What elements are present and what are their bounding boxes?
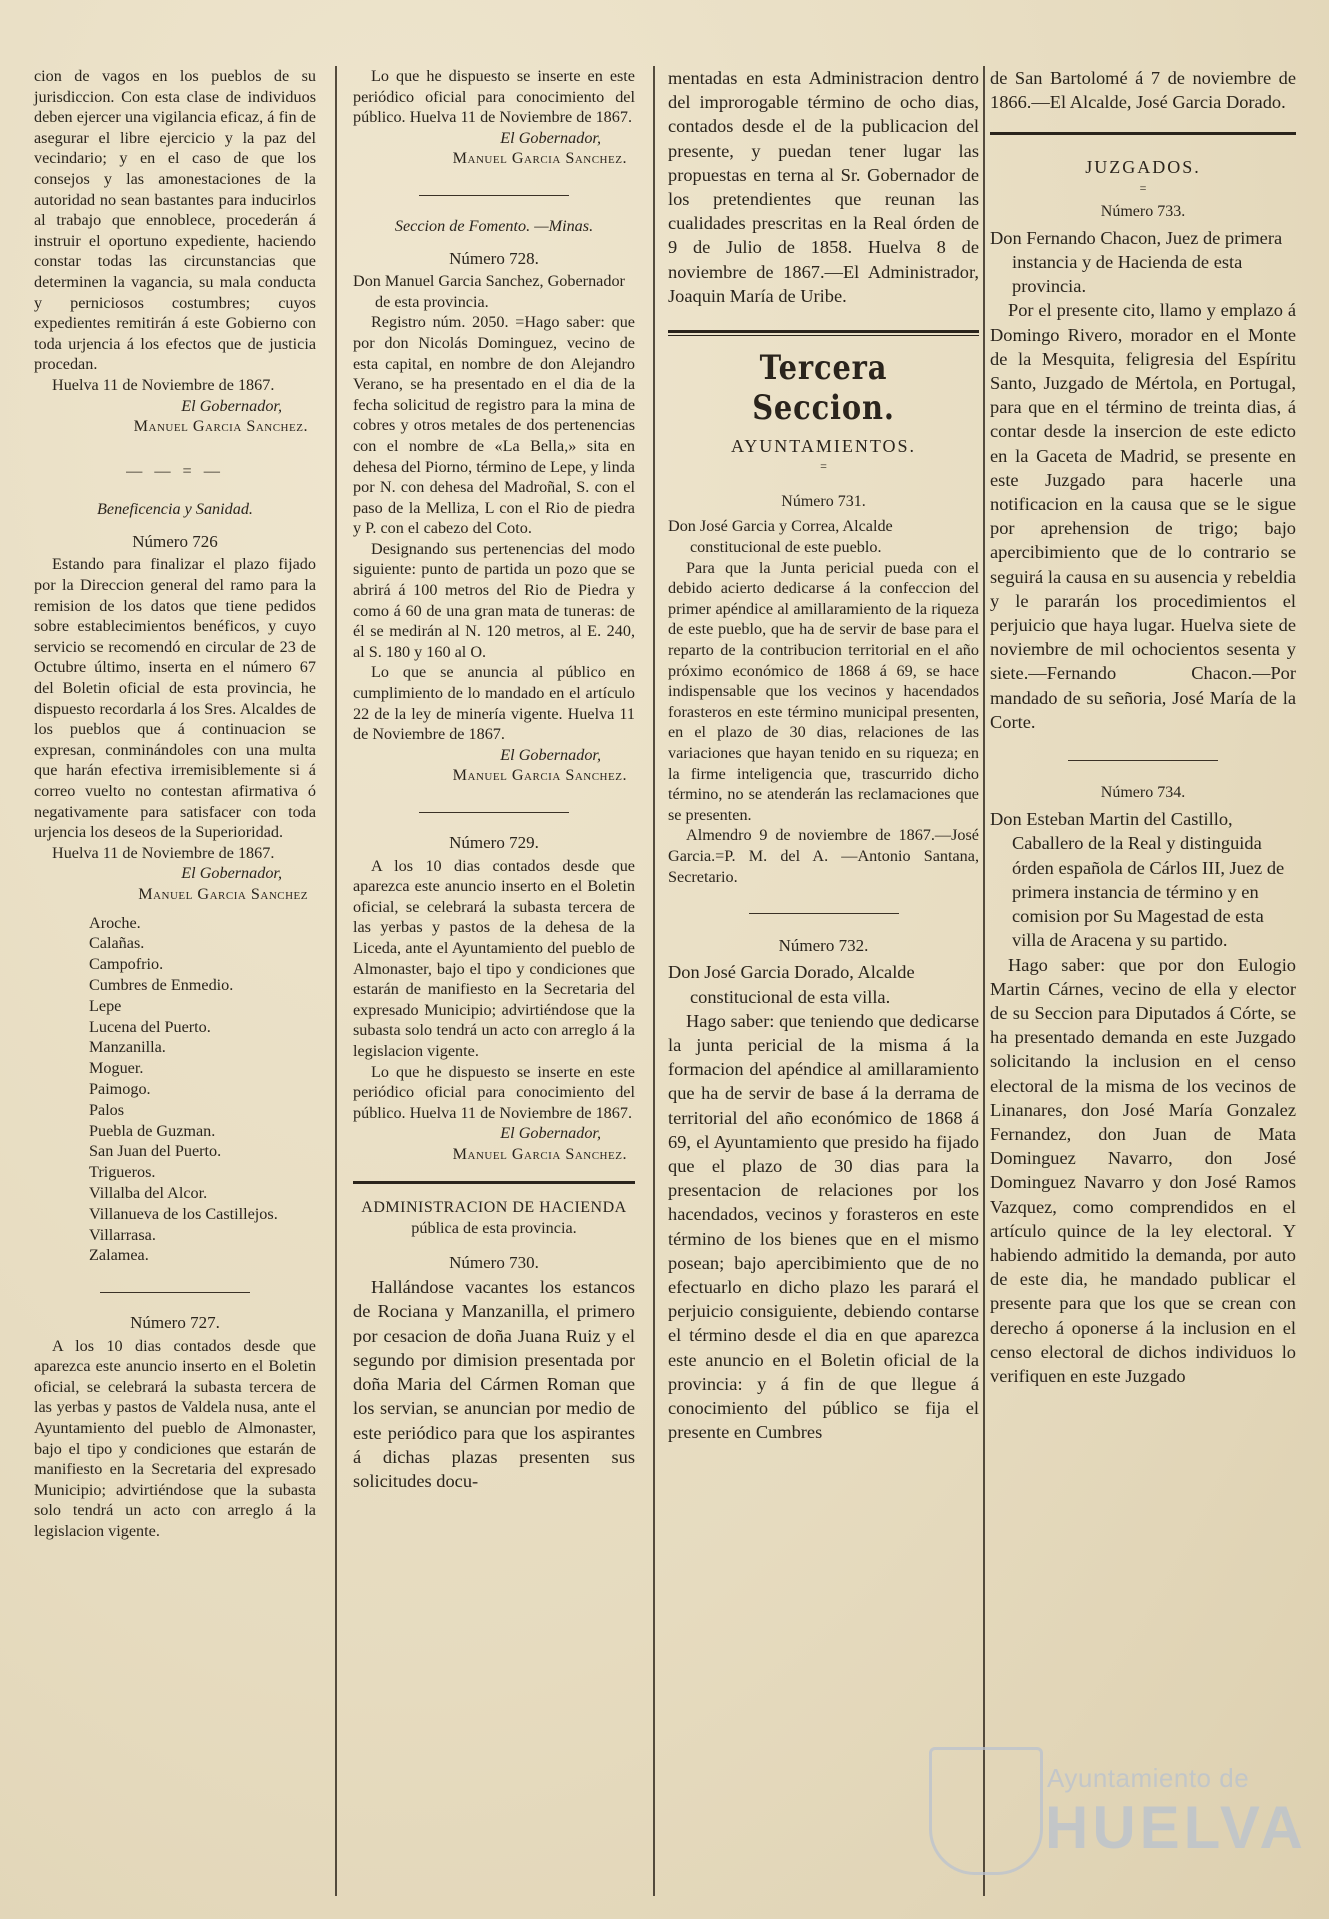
notice-paragraph: Lo que he dispuesto se inserte en este periódico oficial para conocimiento del público. Huelva 11 de Noviembre de 1867. xyxy=(353,67,635,127)
separator-line xyxy=(419,812,569,813)
signature-title: El Gobernador, xyxy=(500,745,601,764)
town-item: Paimogo. xyxy=(89,1079,151,1098)
town-item: Campofrio. xyxy=(89,955,164,974)
separator-line xyxy=(419,195,569,196)
signature-name: Manuel Garcia Sanchez. xyxy=(452,766,627,785)
town-item: Zalamea. xyxy=(89,1246,149,1265)
notice-paragraph: Registro núm. 2050. =Hago saber: que por don Nicolás Dominguez, vecino de esta capital, en nombre de don Alejandro Verano, se ha presentado en el dia de la fecha solicitud de registro para la mina de cobres y otros metales de dos pertenencias con el nombre de «La Bella,» sita en dehesa del Piorno, término de Lepe, y linda por N. con dehesa del Madroñal, S. con el paso de la Melliza, L con el Rio de piedra y P. con el cabezo del Coto. xyxy=(353,313,635,538)
notice-number: Número 728. xyxy=(449,248,539,268)
watermark-line-2: HUELVA xyxy=(1045,1794,1307,1861)
notice-heading: Don Fernando Chacon, Juez de primera instancia y de Hacienda de esta provincia. xyxy=(990,227,1283,297)
notice-paragraph: A los 10 dias contados desde que aparezca este anuncio inserto en el Boletin oficial, se celebrará la subasta tercera de las yerbas y pastos de Valdela nusa, ante el Ayuntamiento del pueblo de Almonaster, bajo el tipo y condiciones que estarán de manifiesto en la Secretaria del expresado Municipio; advirtiéndose que la subasta solo tendrá un acto con arreglo á la legislacion vigente. xyxy=(34,1336,316,1541)
notice-heading: Don Esteban Martin del Castillo, Caballero de la Real y distinguida órden española de Cárlos III, Juez de primera instancia de término y en comision por Su Magestad de esta villa de Aracena y su partido. xyxy=(990,809,1285,951)
notice-paragraph: Lo que he dispuesto se inserte en este periódico oficial para conocimiento del público. Huelva 11 de Noviembre de 1867. xyxy=(353,1062,635,1122)
town-item: Aroche. xyxy=(89,913,141,932)
section-heading: Beneficencia y Sanidad. xyxy=(97,500,253,519)
column-4 xyxy=(990,66,1296,1388)
signature-title: El Gobernador, xyxy=(181,396,282,415)
town-item: Puebla de Guzman. xyxy=(89,1121,216,1140)
column-rule xyxy=(335,66,337,1896)
town-item: Palos xyxy=(89,1100,125,1119)
town-item: Cumbres de Enmedio. xyxy=(89,975,234,994)
signature-name: Manuel Garcia Sanchez xyxy=(138,884,308,903)
town-item: Villalba del Alcor. xyxy=(89,1183,208,1202)
section-title: Tercera Seccion. xyxy=(752,348,895,429)
column-3 xyxy=(668,66,979,1444)
notice-number: Número 734. xyxy=(1100,784,1186,802)
signature-title: El Gobernador, xyxy=(181,864,282,883)
watermark-line-1: Ayuntamiento de xyxy=(1047,1763,1250,1793)
notice-heading: Don José Garcia Dorado, Alcalde constitucional de esta villa. xyxy=(668,962,915,1007)
notice-heading: Don José Garcia y Correa, Alcalde constitucional de este pueblo. xyxy=(668,517,893,557)
date-line: Almendro 9 de noviembre de 1867.—José Garcia.=P. M. del A. —Antonio Santana, Secretario. xyxy=(668,826,979,886)
signature-name: Manuel Garcia Sanchez. xyxy=(133,417,308,436)
notice-number: Número 726 xyxy=(132,531,218,551)
town-item: Lepe xyxy=(89,996,122,1015)
notice-paragraph: Para que la Junta pericial pueda con el debido acierto dedicarse á la confeccion del primer apéndice al amillaramiento de la riqueza de este pueblo, que ha de servir de base para el reparto de la contribucion territorial en el año próximo económico de 1868 á 69, se hace indispensable que los vecinos y hacendados forasteros en este término municipal presenten, en el plazo de 30 dias, relaciones de las variaciones que hayan tenido en su riqueza; en la firme inteligencia que, trascurrido dicho término, no se atenderán las reclamaciones que se presenten. xyxy=(668,558,979,824)
town-item: Calañas. xyxy=(89,934,145,953)
notice-paragraph: Hallándose vacantes los estancos de Rociana y Manzanilla, el primero por cesacion de doña Juana Ruiz y el segundo por dimision presentada por doña Maria del Cármen Roman que los servian, se anuncian por medio de este periódico para que los aspirantes á dichas plazas presenten sus solicitudes docu- xyxy=(353,1277,635,1491)
separator-line xyxy=(749,913,899,914)
town-item: Trigueros. xyxy=(89,1163,156,1182)
column-rule xyxy=(653,66,655,1896)
town-item: Villanueva de los Castillejos. xyxy=(89,1204,278,1223)
town-item: Lucena del Puerto. xyxy=(89,1017,211,1036)
notice-paragraph: mentadas en esta Administracion dentro del improrogable término de ocho dias, contados desde el de la publicacion del presente, y puedan tener lugar las propuestas en terna al Sr. Gobernador de los pretendientes que reunan las cualidades prescritas en la Real órden de 9 de Julio de 1858. Huelva 8 de noviembre de 1867.—El Administrador, Joaquin María de Uribe. xyxy=(668,68,979,306)
signature-name: Manuel Garcia Sanchez. xyxy=(452,149,627,168)
city-shield-icon xyxy=(929,1747,1043,1875)
signature-title: El Gobernador, xyxy=(500,1124,601,1143)
notice-paragraph: Por el presente cito, llamo y emplazo á Domingo Rivero, morador en el Monte de la Mesquita, feligresia del Espíritu Santo, Juzgado de Mértola, en Portugal, para que en el término de treinta dias, á contar desde la insercion de este edicto en la Gaceta de Madrid, se presente en este Juzgado para hacerle una notificacion en la causa que se le sigue por aprehension de trigo; bajo apercibimiento que de lo contrario se seguirá la causa en su ausencia y rebeldia y le pararán los procedimientos el perjuicio que haya lugar. Huelva siete de noviembre de mil ochocientos sesenta y siete.—Fernando Chacon.—Por mandado de su señoria, José María de la Corte. xyxy=(990,300,1296,732)
town-list xyxy=(34,913,316,1267)
notice-heading: Don Manuel Garcia Sanchez, Gobernador de esta provincia. xyxy=(353,272,625,311)
newspaper-page xyxy=(28,66,1296,1906)
separator-thick xyxy=(990,132,1296,135)
separator-mark: = xyxy=(1139,180,1147,195)
notice-paragraph: de San Bartolomé á 7 de noviembre de 1866.—El Alcalde, José Garcia Dorado. xyxy=(990,68,1296,113)
notice-number: Número 731. xyxy=(781,493,866,511)
separator-thick xyxy=(353,1181,635,1184)
column-1 xyxy=(34,66,316,1542)
intro-paragraph: cion de vagos en los pueblos de su jurisdiccion. Con esta clase de individuos deben ejercer una vigilancia eficaz, á fin de asegurar el libre ejercicio y la paz del vecindario; y en el caso de que los consejos y las amonestaciones de la autoridad no sean bastantes para inducirlos al trabajo que ennoblece, procederán á instruir el oportuno expediente, haciendo constar todas las circunstancias que determinen la vagancia, su mala conducta y perniciosos costumbres; cuyos expedientes remitirán á este Gobierno con toda urjencia á los efectos que de justicia procedan. xyxy=(34,67,316,374)
notice-paragraph: Designando sus pertenencias del modo siguiente: punto de partida un pozo que se abrirá á 100 metros del Rio de Piedra y como á 60 de una gran mata de tuneras: de él se medirán al N. 120 metros, al E. 240, al S. 180 y 160 al O. xyxy=(353,539,635,661)
section-heading: ADMINISTRACION DE HACIENDA xyxy=(361,1198,627,1216)
notice-paragraph: A los 10 dias contados desde que aparezca este anuncio inserto en el Boletin oficial, se celebrará la subasta tercera de las yerbas y pastos de la dehesa de la Liceda, ante el Ayuntamiento del pueblo de Almonaster, bajo el tipo y condiciones que estarán de manifiesto en la Secretaria del expresado Municipio; advirtiéndose que la subasta solo tendrá un acto con arreglo á la legislacion vigente. xyxy=(353,856,635,1060)
separator: — — = — xyxy=(126,461,224,480)
signature-name: Manuel Garcia Sanchez. xyxy=(452,1144,627,1163)
separator-line xyxy=(1068,760,1218,761)
notice-paragraph: Estando para finalizar el plazo fijado por la Direccion general del ramo para la remision de los datos que tiene pedidos sobre establecimientos benéficos, y cuyo servicio se recomendó en circular de 23 de Octubre último, inserta en el número 67 del Boletin oficial de esta provincia, he dispuesto recordarla á los Sres. Alcaldes de los pueblos que á continuacion se expresan, conminándoles con una multa que harán efectiva irremisiblemente si á correo vuelto no contestan afirmativa ó negativamente para satisfacer con toda urjencia los deseos de la Superioridad. xyxy=(34,555,316,842)
separator-double xyxy=(668,330,979,336)
section-heading: JUZGADOS. xyxy=(1085,157,1201,178)
town-item: Manzanilla. xyxy=(89,1038,166,1057)
town-item: San Juan del Puerto. xyxy=(89,1142,222,1161)
signature-title: El Gobernador, xyxy=(500,128,601,147)
section-heading: AYUNTAMIENTOS. xyxy=(730,436,917,457)
date-line: Huelva 11 de Noviembre de 1867. xyxy=(52,843,275,862)
notice-number: Número 729. xyxy=(449,833,539,852)
section-heading: Seccion de Fomento. —Minas. xyxy=(394,216,594,235)
town-item: Villarrasa. xyxy=(89,1225,156,1244)
notice-number: Número 730. xyxy=(449,1252,539,1272)
notice-number: Número 727. xyxy=(130,1313,220,1333)
separator-line xyxy=(100,1292,250,1293)
notice-paragraph: Hago saber: que teniendo que dedicarse la junta pericial de la misma á la formacion del apéndice al amillaramiento que ha de servir de base á la derrama de territorial del año económico de 1868 á 69, el Ayuntamiento que presido ha fijado que el plazo de 30 dias para la presentacion de relaciones por los hacendados, vecinos y forasteros en este término de los bienes que en el mismo posean; bajo apercibimiento que de no efectuarlo en dicho plazo les parará el perjuicio consiguiente, debiendo contarse el término desde el dia en que aparezca este anuncio en el Boletin oficial de la provincia: y á fin de que llegue á conocimiento del público se fija el presente en Cumbres xyxy=(668,1010,979,1443)
notice-paragraph: Hago saber: que por don Eulogio Martin Cárnes, vecino de ella y elector de su Seccion para Diputados á Córte, se ha presentado demanda en este Juzgado solicitando la inclusion en el censo electoral de la misma de los vecinos de Linanares, don José María Gonzalez Fernandez, don Juan de Mata Dominguez Navarro, don José Dominguez Navarro y don José Ramos Vazquez, como comprendidos en el artículo quince de la ley electoral. Y habiendo admitido la demanda, por auto de este dia, he mandado publicar el presente para que los que se crean con derecho á oponerse á la inclusion en el censo electoral de dichos individuos lo verifiquen en este Juzgado xyxy=(990,954,1296,1386)
notice-number: Número 732. xyxy=(778,936,869,956)
column-2 xyxy=(353,66,635,1493)
notice-paragraph: Lo que se anuncia al público en cumplimiento de lo mandado en el artículo 22 de la ley de minería vigente. Huelva 11 de Noviembre de 1867. xyxy=(353,663,635,744)
separator-mark: = xyxy=(820,459,827,474)
date-line: Huelva 11 de Noviembre de 1867. xyxy=(52,375,275,394)
column-rule xyxy=(983,66,985,1896)
section-subheading: pública de esta provincia. xyxy=(411,1219,577,1238)
notice-number: Número 733. xyxy=(1100,202,1186,220)
town-item: Moguer. xyxy=(89,1059,144,1078)
archive-watermark xyxy=(929,1733,1307,1883)
